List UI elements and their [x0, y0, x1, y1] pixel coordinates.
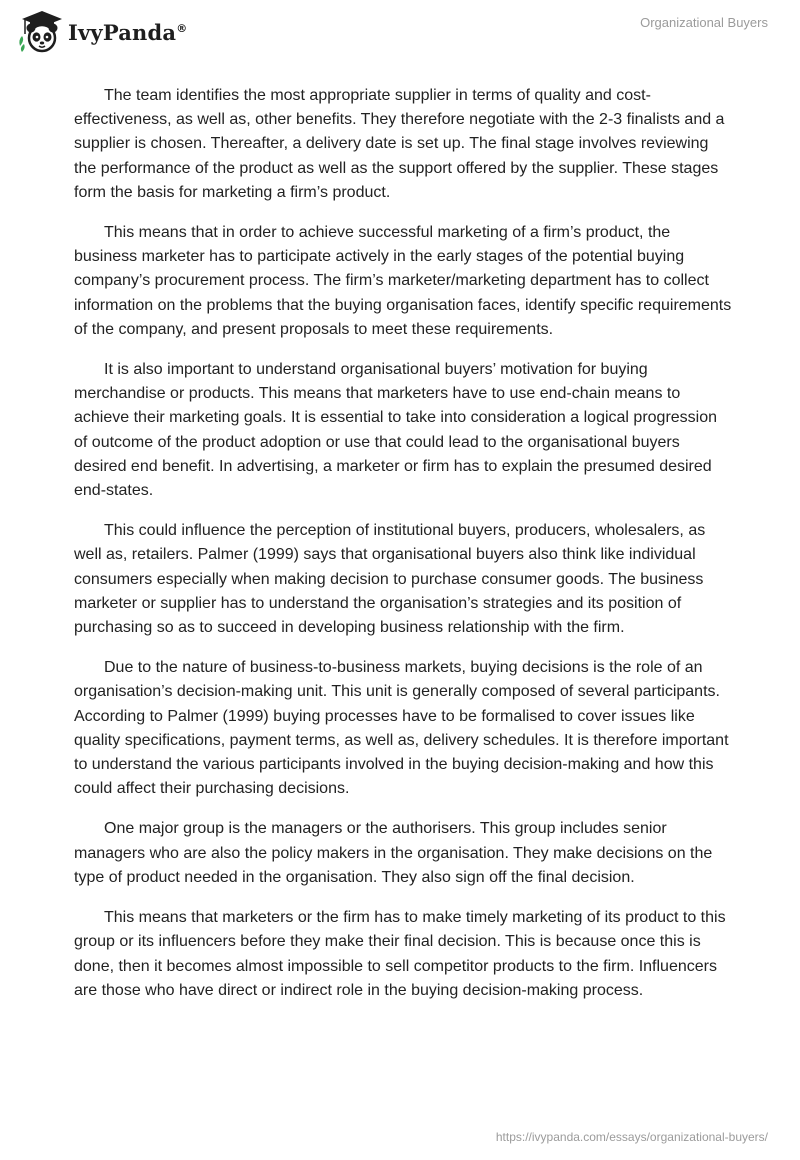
paragraph: This means that in order to achieve successful marketing of a firm’s product, the business marketer has to participate actively in the early stages of the potential buying company’s procurement process. The firm’s marketer/marketing department has to collect information on the problems that the buying organisation faces, identify specific requirements of the company, and present proposals to meet these requirements. [74, 224, 732, 338]
paragraph: Due to the nature of business-to-business markets, buying decisions is the role of an organisation’s decision-making unit. This unit is generally composed of several participants. According to Palmer (1999) buying processes have to be formalised to cover issues like quality specifications, payment terms, as well as, delivery schedules. It is therefore important to understand the various participants involved in the buying decision-making and how this could affect their purchasing decisions. [74, 659, 729, 798]
document-title: Organizational Buyers [640, 15, 768, 30]
essay-body [74, 84, 734, 1019]
registered-mark: ® [176, 21, 188, 35]
page-header [0, 0, 800, 60]
paragraph: The team identifies the most appropriate supplier in terms of quality and cost-effectiveness, as well as, other benefits. They therefore negotiate with the 2-3 finalists and a supplier is chosen. Thereafter, a delivery date is set up. The final stage involves reviewing the performance of the product as well as the support offered by the supplier. These stages form the basis for marketing a firm’s product. [74, 87, 725, 201]
panda-graduate-icon [16, 8, 64, 54]
paragraph: This means that marketers or the firm has to make timely marketing of its product to this group or its influencers before they make their final decision. This is because once this is done, then it becomes almost impossible to sell competitor products to the firm. Influencers are those who have direct or indirect role in the buying decision-making process. [74, 909, 726, 999]
brand-name [68, 20, 187, 45]
paragraph: One major group is the managers or the authorisers. This group includes senior managers who are also the policy makers in the organisation. They make decisions on the type of product needed in the organisation. They also sign off the final decision. [74, 820, 713, 886]
brand-name-text: IvyPanda [68, 19, 177, 45]
ivypanda-logo[interactable] [16, 8, 187, 54]
paragraph: This could influence the perception of institutional buyers, producers, wholesalers, as well as, retailers. Palmer (1999) says that organisational buyers also think like individual consumers especially when making decision to purchase consumer goods. The business marketer or supplier has to understand the organisation’s strategies and its position of purchasing so as to succeed in developing business relationship with the firm. [74, 522, 706, 637]
paragraph: It is also important to understand organisational buyers’ motivation for buying merchandise or products. This means that marketers have to use end-chain means to achieve their marketing goals. It is essential to take into consideration a logical progression of outcome of the product adoption or use that could lead to the organisational buyers desired end benefit. In advertising, a marketer or firm has to explain the presumed desired end-states. [74, 361, 718, 500]
source-url[interactable]: https://ivypanda.com/essays/organizational-buyers/ [495, 1130, 768, 1144]
